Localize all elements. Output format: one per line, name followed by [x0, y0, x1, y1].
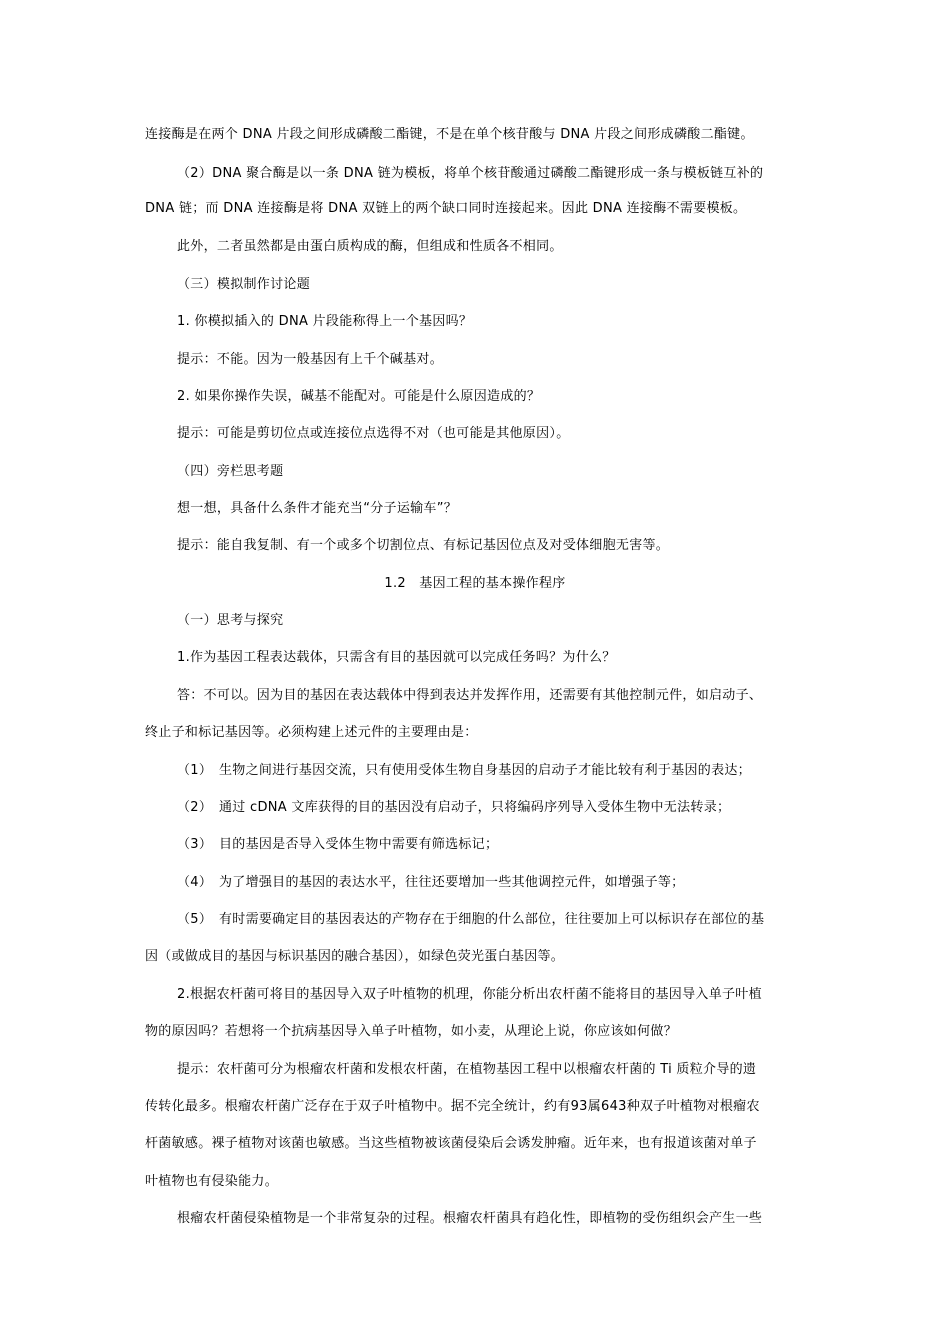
section-heading: （三）模拟制作讨论题	[177, 277, 311, 292]
question: 1.作为基因工程表达载体，只需含有目的基因就可以完成任务吗？为什么？	[177, 650, 616, 665]
paragraph-line: DNA 链；而 DNA 连接酶是将 DNA 双链上的两个缺口同时连接起来。因此 DNA 连接酶不需要模板。	[145, 201, 747, 216]
paragraph-line: 连接酶是在两个 DNA 片段之间形成磷酸二酯键，不是在单个核苷酸与 DNA 片段之间形成磷酸二酯键。	[145, 127, 754, 142]
question: 1. 你模拟插入的 DNA 片段能称得上一个基因吗？	[177, 314, 473, 329]
list-item: （4） 为了增强目的基因的表达水平，往往还要增加一些其他调控元件，如增强子等；	[177, 875, 685, 890]
paragraph-line: 叶植物也有侵染能力。	[145, 1174, 279, 1189]
section-heading: （四）旁栏思考题	[177, 464, 284, 479]
section-heading: （一）思考与探究	[177, 613, 284, 628]
question: 2.根据农杆菌可将目的基因导入双子叶植物的机理，你能分析出农杆菌不能将目的基因导入单子叶植	[177, 987, 762, 1002]
hint: 提示：可能是剪切位点或连接位点选得不对（也可能是其他原因）。	[177, 426, 570, 441]
hint: 提示：能自我复制、有一个或多个切割位点、有标记基因位点及对受体细胞无害等。	[177, 538, 670, 553]
hint: 提示：不能。因为一般基因有上千个碱基对。	[177, 352, 444, 367]
question: 想一想，具备什么条件才能充当“分子运输车”？	[177, 501, 458, 516]
list-item: （3） 目的基因是否导入受体生物中需要有筛选标记；	[177, 837, 499, 852]
list-item: （1） 生物之间进行基因交流，只有使用受体生物自身基因的启动子才能比较有利于基因的表达；	[177, 763, 751, 778]
question-continuation: 物的原因吗？若想将一个抗病基因导入单子叶植物，如小麦，从理论上说，你应该如何做？	[145, 1024, 678, 1039]
hint: 提示：农杆菌可分为根瘤农杆菌和发根农杆菌，在植物基因工程中以根瘤农杆菌的 Ti 质粒介导的遗	[177, 1062, 757, 1077]
answer-line: 终止子和标记基因等。必须构建上述元件的主要理由是：	[145, 725, 478, 740]
paragraph-line: 此外，二者虽然都是由蛋白质构成的酶，但组成和性质各不相同。	[177, 239, 563, 254]
paragraph-line: 传转化最多。根瘤农杆菌广泛存在于双子叶植物中。据不完全统计，约有93属643种双子叶植物对根瘤农	[145, 1099, 760, 1114]
question: 2. 如果你操作失误，碱基不能配对。可能是什么原因造成的？	[177, 389, 541, 404]
list-item-continuation: 因（或做成目的基因与标识基因的融合基因），如绿色荧光蛋白基因等。	[145, 949, 565, 964]
paragraph-line: （2）DNA 聚合酶是以一条 DNA 链为模板，将单个核苷酸通过磷酸二酯键形成一条与模板链互补的	[177, 166, 764, 181]
paragraph-line: 杆菌敏感。裸子植物对该菌也敏感。当这些植物被该菌侵染后会诱发肿瘤。近年来，也有报道该菌对单子	[145, 1136, 757, 1151]
list-item: （5） 有时需要确定目的基因表达的产物存在于细胞的什么部位，往往要加上可以标识存在部位的基	[177, 912, 765, 927]
list-item: （2） 通过 cDNA 文库获得的目的基因没有启动子，只将编码序列导入受体生物中无法转录；	[177, 800, 731, 815]
answer-line: 答：不可以。因为目的基因在表达载体中得到表达并发挥作用，还需要有其他控制元件，如启动子、	[177, 688, 763, 703]
paragraph-line: 根瘤农杆菌侵染植物是一个非常复杂的过程。根瘤农杆菌具有趋化性，即植物的受伤组织会产生一些	[177, 1211, 763, 1226]
chapter-title: 1.2 基因工程的基本操作程序	[384, 576, 566, 591]
